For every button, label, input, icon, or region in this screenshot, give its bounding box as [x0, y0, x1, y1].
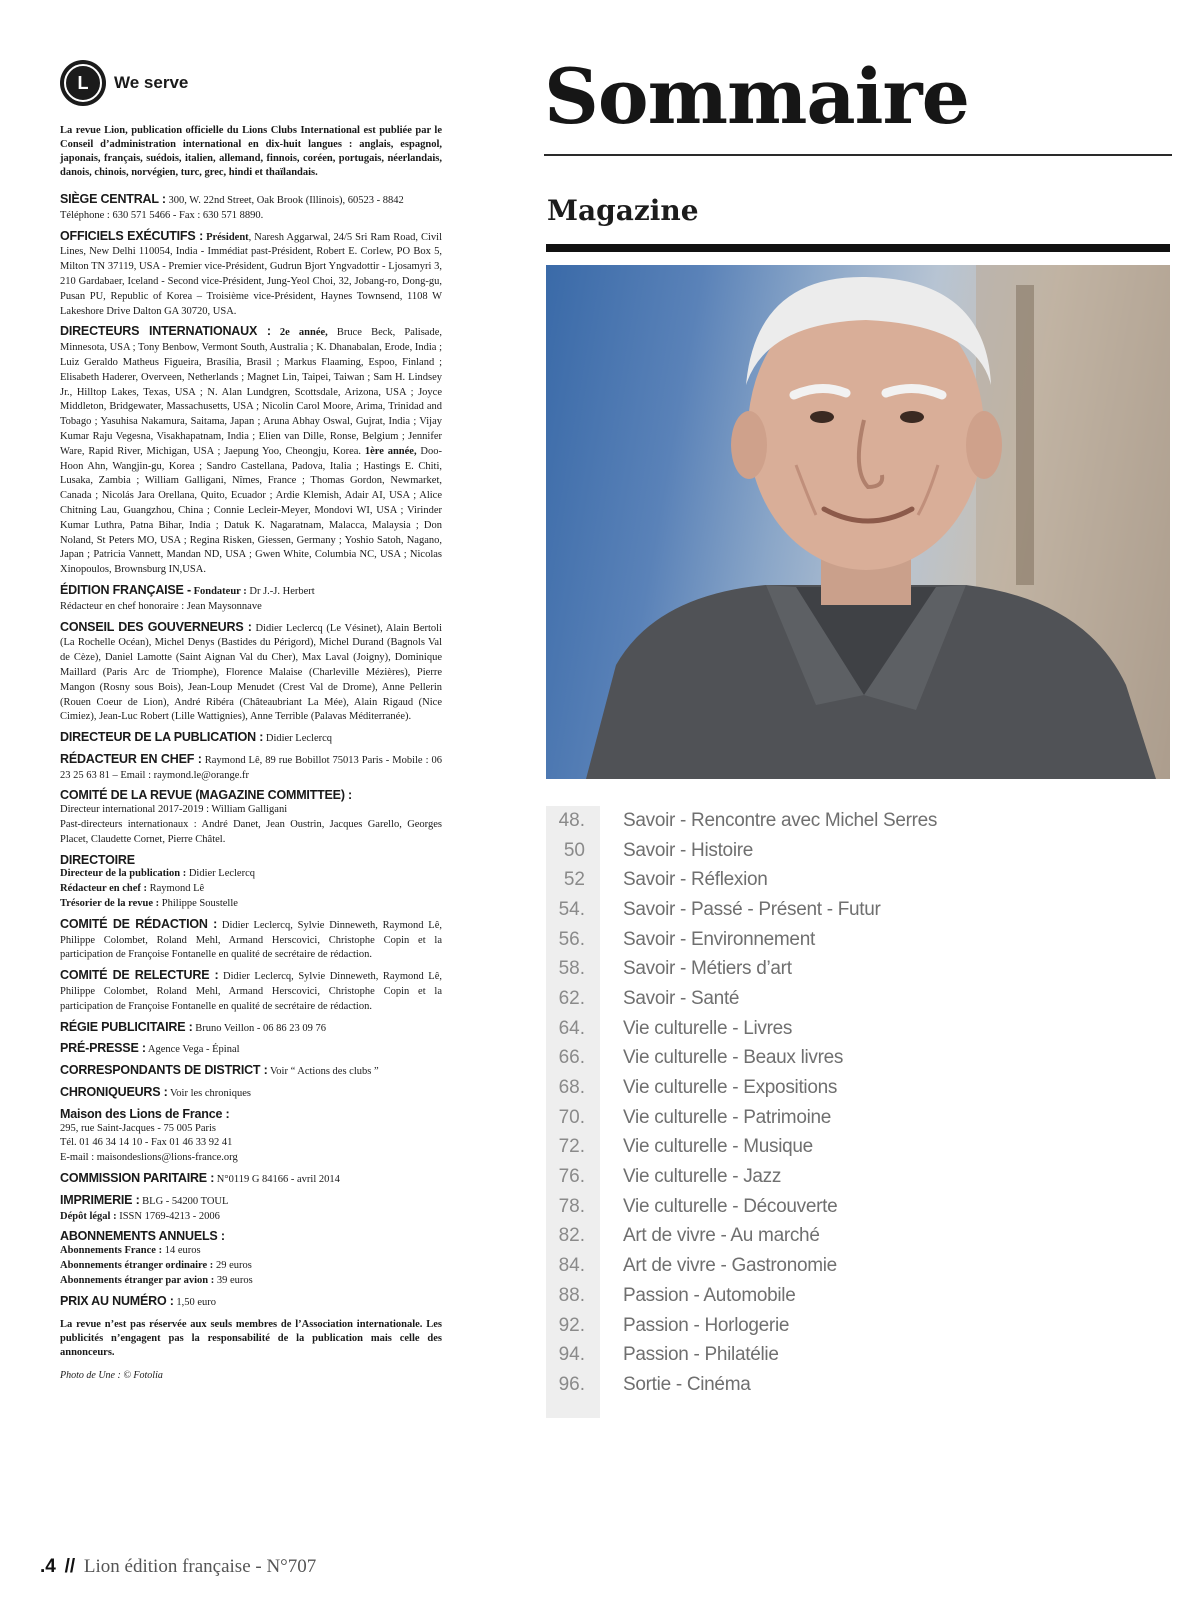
directeurs-block — [60, 324, 442, 578]
toc-label: Art de vivre - Au marché — [623, 1225, 820, 1247]
toc-label: Vie culturelle - Expositions — [623, 1077, 838, 1099]
commission-heading: COMMISSION PARITAIRE : — [60, 1171, 215, 1186]
toc-page-number: 78. — [558, 1195, 585, 1217]
toc-page-number: 94. — [558, 1344, 585, 1366]
toc-label: Savoir - Passé - Présent - Futur — [623, 898, 881, 920]
siege-phone: Téléphone : 630 571 5466 - Fax : 630 571 8890. — [60, 209, 264, 221]
redacteur-heading: RÉDACTEUR EN CHEF : — [60, 751, 202, 766]
toc-item[interactable] — [546, 954, 1006, 984]
edition-line2: Rédacteur en chef honoraire : Jean Maysonnave — [60, 600, 262, 612]
portrait-illustration — [546, 265, 1170, 779]
officiels-block — [60, 229, 442, 320]
comite-revue-line2: Past-directeurs internationaux : André Danet, Jean Oustrin, Jacques Garello, Georges Placet, Claudette Cornet, Pierre Châtel. — [60, 819, 442, 845]
officiels-heading: OFFICIELS EXÉCUTIFS : — [60, 228, 204, 243]
toc-item[interactable] — [546, 865, 1006, 895]
abonnements-heading: ABONNEMENTS ANNUELS : — [60, 1229, 225, 1244]
commission-block — [60, 1171, 442, 1188]
toc-item[interactable] — [546, 1222, 1006, 1252]
toc-page-number: 76. — [558, 1166, 585, 1188]
toc-item[interactable] — [546, 1014, 1006, 1044]
prix-heading: PRIX AU NUMÉRO : — [60, 1293, 174, 1308]
abonnement-value: 14 euros — [162, 1245, 201, 1257]
officiels-text: , Naresh Aggarwal, 24/5 Sri Ram Road, Civil Lines, New Delhi 110054, India - Immédiat past-Président, Robert E. Corlew, PO Box 5, Milton TN 37119, USA - Premier vice-Président, Gudrun Bjort Yngvadottir - Ljosamyri 3, 210 Gardabaer, Iceland - Second vice-Président, Jung-Yeol Choi, 32, Jobang-ro, Dong-gu, Pusan PU, Republic of Korea – Troisième vice-Président, Haynes Townsend, 1108 W Lakeshore Drive Dalton GA 30720, USA. — [60, 231, 442, 317]
imprimerie-heading: IMPRIMERIE : — [60, 1192, 140, 1207]
maison-phone: Tél. 01 46 34 14 10 - Fax 01 46 33 92 41 — [60, 1137, 233, 1149]
brand — [60, 60, 442, 106]
redacteur-text: Raymond Lê, 89 rue Bobillot 75013 Paris - Mobile : 06 23 25 63 81 – Email : raymond.le@orange.fr — [60, 754, 442, 781]
toc-page-number: 72. — [558, 1136, 585, 1158]
toc-item[interactable] — [546, 895, 1006, 925]
toc-item[interactable] — [546, 1162, 1006, 1192]
chroniqueurs-heading: CHRONIQUEURS : — [60, 1085, 168, 1100]
directoire-heading: DIRECTOIRE — [60, 852, 135, 867]
page-number: .4 — [40, 1556, 56, 1577]
directoire-value: Raymond Lê — [147, 883, 205, 895]
conseil-heading: CONSEIL DES GOUVERNEURS : — [60, 619, 252, 634]
toc-item[interactable] — [546, 1044, 1006, 1074]
toc-page-number: 70. — [558, 1106, 585, 1128]
table-of-contents — [546, 806, 1006, 1400]
regie-text: Bruno Veillon - 06 86 23 09 76 — [192, 1022, 326, 1034]
regie-block — [60, 1020, 442, 1037]
toc-page-number: 84. — [558, 1255, 585, 1277]
comite-revue-line1: Directeur international 2017-2019 : William Galligani — [60, 804, 288, 816]
edition-text: Dr J.-J. Herbert — [246, 585, 315, 597]
toc-item[interactable] — [546, 1192, 1006, 1222]
toc-item[interactable] — [546, 1281, 1006, 1311]
masthead-column — [60, 60, 442, 1381]
photo-credit: Photo de Une : © Fotolia — [60, 1370, 163, 1382]
toc-label: Passion - Horlogerie — [623, 1314, 790, 1336]
directoire-row — [60, 882, 442, 897]
abonnement-row — [60, 1274, 442, 1289]
toc-label: Art de vivre - Gastronomie — [623, 1255, 837, 1277]
toc-item[interactable] — [546, 1251, 1006, 1281]
toc-label: Passion - Philatélie — [623, 1344, 779, 1366]
toc-page-number: 58. — [558, 958, 585, 980]
chroniqueurs-block — [60, 1085, 442, 1102]
siege-text: 300, W. 22nd Street, Oak Brook (Illinois), 60523 - 8842 — [165, 195, 404, 206]
toc-item[interactable] — [546, 1103, 1006, 1133]
toc-page-number: 48. — [558, 809, 585, 831]
toc-page-number: 64. — [558, 1017, 585, 1039]
directoire-row — [60, 897, 442, 912]
officiels-lead: Président — [203, 231, 249, 243]
toc-page-number: 96. — [558, 1373, 585, 1395]
edition-heading: ÉDITION FRANÇAISE - — [60, 582, 191, 597]
directeur-pub-block — [60, 730, 442, 747]
correspondants-heading: CORRESPONDANTS DE DISTRICT : — [60, 1063, 268, 1078]
comite-relecture-heading: COMITÉ DE RELECTURE : — [60, 968, 219, 983]
publication-name: Lion édition française - N°707 — [83, 1556, 317, 1577]
maison-block — [60, 1107, 442, 1166]
toc-label: Vie culturelle - Musique — [623, 1136, 813, 1158]
directeurs-text-2: Doo-Hoon Ahn, Wangjin-gu, Korea ; Sandro Castellana, Padova, Italia ; Hastings E. Chiti, Lusaka, Zambia ; William Galligani, Nîmes, France ; Thomas Gordon, Newmarket, Canada ; Nicolás Jara Orellana, Quito, Ecuador ; Ardie Klemish, Adair AI, USA ; Alice Chitning Lau, Guangzhou, China ; Connie Lecleir-Meyer, Mondovi WI, USA ; Virinder Kumar Luthra, Patna Bihar, India ; Datuk K. Nagaratnam, Malacca, Malaysia ; Don Noland, St Peters MO, USA ; Regina Risken, Giessen, Germany ; Yoshio Satoh, Nagano, Japan ; Patricia Vannett, Mandan ND, USA ; Gwen White, Columbia NC, USA ; Nicolas Xinopoulos, Brownsburg IN,USA. — [60, 445, 442, 576]
toc-label: Savoir - Environnement — [623, 928, 815, 950]
toc-item[interactable] — [546, 1370, 1006, 1400]
toc-label: Vie culturelle - Livres — [623, 1017, 793, 1039]
siege-block — [60, 192, 442, 224]
toc-label: Vie culturelle - Patrimoine — [623, 1106, 832, 1128]
comite-revue-heading: COMITÉ DE LA REVUE (MAGAZINE COMMITTEE) : — [60, 788, 353, 803]
comite-redaction-block — [60, 917, 442, 963]
conseil-block — [60, 620, 442, 726]
lions-logo-letter: L — [64, 64, 102, 102]
lions-logo — [60, 60, 106, 106]
directeurs-lead-2: 1ère année, — [364, 445, 417, 457]
brand-tagline: We serve — [114, 73, 189, 92]
prepresse-block — [60, 1041, 442, 1058]
intro-text: La revue Lion, publication officielle du Lions Clubs International est publiée par le Conseil d’administration international en dix-huit langues : anglais, espagnol, japonais, français, suédois, italien, allemand, finnois, coréen, portugais, néerlandais, danois, chinois, norvégien, turc, grec, hindi et thaïlandais. — [60, 125, 442, 178]
abonnement-label: Abonnements étranger par avion : — [60, 1274, 215, 1286]
toc-item[interactable] — [546, 836, 1006, 866]
feature-photo — [546, 265, 1170, 779]
depot-legal-text: ISSN 1769-4213 - 2006 — [116, 1210, 220, 1222]
toc-page-number: 54. — [558, 898, 585, 920]
directoire-value: Philippe Soustelle — [159, 898, 238, 910]
directeurs-text-1: Bruce Beck, Palisade, Minnesota, USA ; Tony Benbow, Vermont South, Australia ; K. Dhanabalan, Erode, India ; Luiz Geraldo Matheus Figueira, Brasília, Brasil ; Markus Flaaming, Espoo, Finland ; Elisabeth Haderer, Overveen, Netherlands ; Magnet Lin, Taipei, Taiwan ; Sam H. Lindsey Jr., Hilltop Lakes, Texas, USA ; N. Alan Lundgren, Scottsdale, Arizona, USA ; Joyce Middleton, Bridgewater, Massachusetts, USA ; Nicolin Carol Moore, Arima, Trinidad and Tobago ; Yasuhisa Nakamura, Saitama, Japan ; Aruna Abhay Oswal, Gujrat, India ; Vijay Kumar Raju Vegesna, Visakhapatnam, India ; Elien van Dille, Ronse, Belgium ; Jennifer Ware, Rapid River, Michigan, USA ; Jaepung Yoo, Cheongju, Korea. — [60, 327, 442, 457]
toc-page-number: 56. — [558, 928, 585, 950]
directoire-label: Directeur de la publication : — [60, 868, 187, 880]
comite-redaction-text: Didier Leclercq, Sylvie Dinneweth, Raymond Lê, Philippe Colombet, Roland Mehl, Armand Herscovici, Christophe Copin et la participation de Françoise Fontanelle en qualité de secrétaire de rédaction. — [60, 919, 442, 961]
edition-block — [60, 583, 442, 615]
legal-notice: La revue n’est pas réservée aux seuls membres de l’Association internationale. Les publicités n’engagent pas la responsabilité de la publication mais celle des annonceurs. — [60, 1319, 442, 1359]
toc-label: Vie culturelle - Découverte — [623, 1195, 838, 1217]
prix-block — [60, 1294, 442, 1311]
directoire-label: Trésorier de la revue : — [60, 898, 160, 910]
toc-page-number: 62. — [558, 987, 585, 1009]
toc-label: Sortie - Cinéma — [623, 1373, 751, 1395]
directoire-block — [60, 853, 442, 912]
toc-label: Savoir - Santé — [623, 987, 740, 1009]
toc-label: Savoir - Histoire — [623, 839, 754, 861]
maison-heading: Maison des Lions de France : — [60, 1106, 230, 1121]
directeurs-heading: DIRECTEURS INTERNATIONAUX : — [60, 324, 271, 339]
abonnement-value: 29 euros — [213, 1260, 252, 1271]
page-footer — [40, 1556, 316, 1578]
chroniqueurs-text: Voir les chroniques — [167, 1088, 251, 1100]
section-divider — [546, 244, 1170, 252]
abonnement-label: Abonnements étranger ordinaire : — [60, 1260, 214, 1271]
maison-email: E-mail : maisondeslions@lions-france.org — [60, 1152, 238, 1164]
toc-label: Savoir - Métiers d’art — [623, 958, 792, 980]
toc-item[interactable] — [546, 1133, 1006, 1163]
prix-text: 1,50 euro — [173, 1296, 216, 1308]
conseil-text: Didier Leclercq (Le Vésinet), Alain Bertoli (La Rochelle Océan), Michel Denys (Bastides du Périgord), Michel Durand (Bagnols Val de Cèze), Daniel Lamotte (Saint Aignan Val du Cher), Max Laval (Joigny), Dominique Maillard (Paris Arc de Triomphe), Florence Malaise (Charleville Mézières), Pierre Mangon (Rosny sous Bois), Jean-Loup Menudet (Crest Val de Drome), Anne Pellerin (Rouen Coeur de Lion), André Ribéra (Châteaubriant La Mée), Alain Rigaud (Nice Cimiez), Jean-Luc Robert (Lille Wattignies), Anne Terrible (Palavas Méditerranée). — [60, 622, 442, 723]
toc-page-number: 68. — [558, 1077, 585, 1099]
toc-label: Savoir - Rencontre avec Michel Serres — [623, 809, 938, 831]
title-divider — [544, 154, 1172, 156]
maison-address: 295, rue Saint-Jacques - 75 005 Paris — [60, 1122, 217, 1134]
toc-label: Passion - Automobile — [623, 1284, 796, 1306]
comite-revue-block — [60, 788, 442, 847]
correspondants-text: Voir “ Actions des clubs ” — [267, 1066, 379, 1078]
abonnement-label: Abonnements France : — [60, 1245, 163, 1257]
page-title: Sommaire — [544, 52, 969, 141]
correspondants-block — [60, 1063, 442, 1080]
depot-legal-label: Dépôt légal : — [60, 1210, 117, 1222]
comite-redaction-heading: COMITÉ DE RÉDACTION : — [60, 916, 218, 931]
siege-heading: SIÈGE CENTRAL : — [60, 192, 166, 206]
abonnements-block — [60, 1229, 442, 1288]
edition-lead: Fondateur : — [190, 585, 247, 597]
prepresse-heading: PRÉ-PRESSE : — [60, 1041, 146, 1056]
prepresse-text: Agence Vega - Épinal — [145, 1044, 240, 1056]
footer-separator: // — [64, 1556, 76, 1577]
toc-item[interactable] — [546, 1340, 1006, 1370]
toc-item[interactable] — [546, 806, 1006, 836]
toc-label: Vie culturelle - Beaux livres — [623, 1047, 844, 1069]
toc-item[interactable] — [546, 984, 1006, 1014]
toc-page-number: 92. — [558, 1314, 585, 1336]
comite-relecture-text: Didier Leclercq, Sylvie Dinneweth, Raymond Lê, Philippe Colombet, Roland Mehl, Armand Herscovici, Christophe Copin et la participation de Françoise Fontanelle en qualité de secrétaire de rédaction. — [60, 971, 443, 1012]
directoire-label: Rédacteur en chef : — [60, 883, 147, 895]
directeur-pub-text: Didier Leclercq — [263, 733, 333, 745]
toc-page-number: 88. — [558, 1284, 585, 1306]
toc-item[interactable] — [546, 925, 1006, 955]
regie-heading: RÉGIE PUBLICITAIRE : — [60, 1019, 193, 1034]
section-title: Magazine — [547, 194, 699, 227]
toc-page-number: 52 — [563, 869, 585, 891]
imprimerie-block — [60, 1193, 442, 1225]
directeur-pub-heading: DIRECTEUR DE LA PUBLICATION : — [60, 730, 264, 745]
directoire-row — [60, 867, 442, 882]
abonnement-row — [60, 1259, 442, 1274]
toc-label: Savoir - Réflexion — [623, 869, 768, 891]
comite-relecture-block — [60, 968, 442, 1014]
toc-item[interactable] — [546, 1311, 1006, 1341]
commission-text: N°0119 G 84166 - avril 2014 — [214, 1174, 340, 1186]
abonnement-row — [60, 1244, 442, 1259]
toc-label: Vie culturelle - Jazz — [623, 1166, 782, 1188]
toc-page-number: 50 — [563, 839, 585, 861]
toc-item[interactable] — [546, 1073, 1006, 1103]
directoire-value: Didier Leclercq — [186, 868, 255, 880]
imprimerie-text: BLG - 54200 TOUL — [139, 1195, 229, 1207]
toc-page-number: 66. — [558, 1047, 585, 1069]
depot-legal-row — [60, 1210, 442, 1225]
toc-page-number: 82. — [558, 1225, 585, 1247]
directeurs-lead-1: 2e année, — [270, 327, 328, 339]
redacteur-block — [60, 752, 442, 784]
abonnement-value: 39 euros — [214, 1274, 253, 1286]
